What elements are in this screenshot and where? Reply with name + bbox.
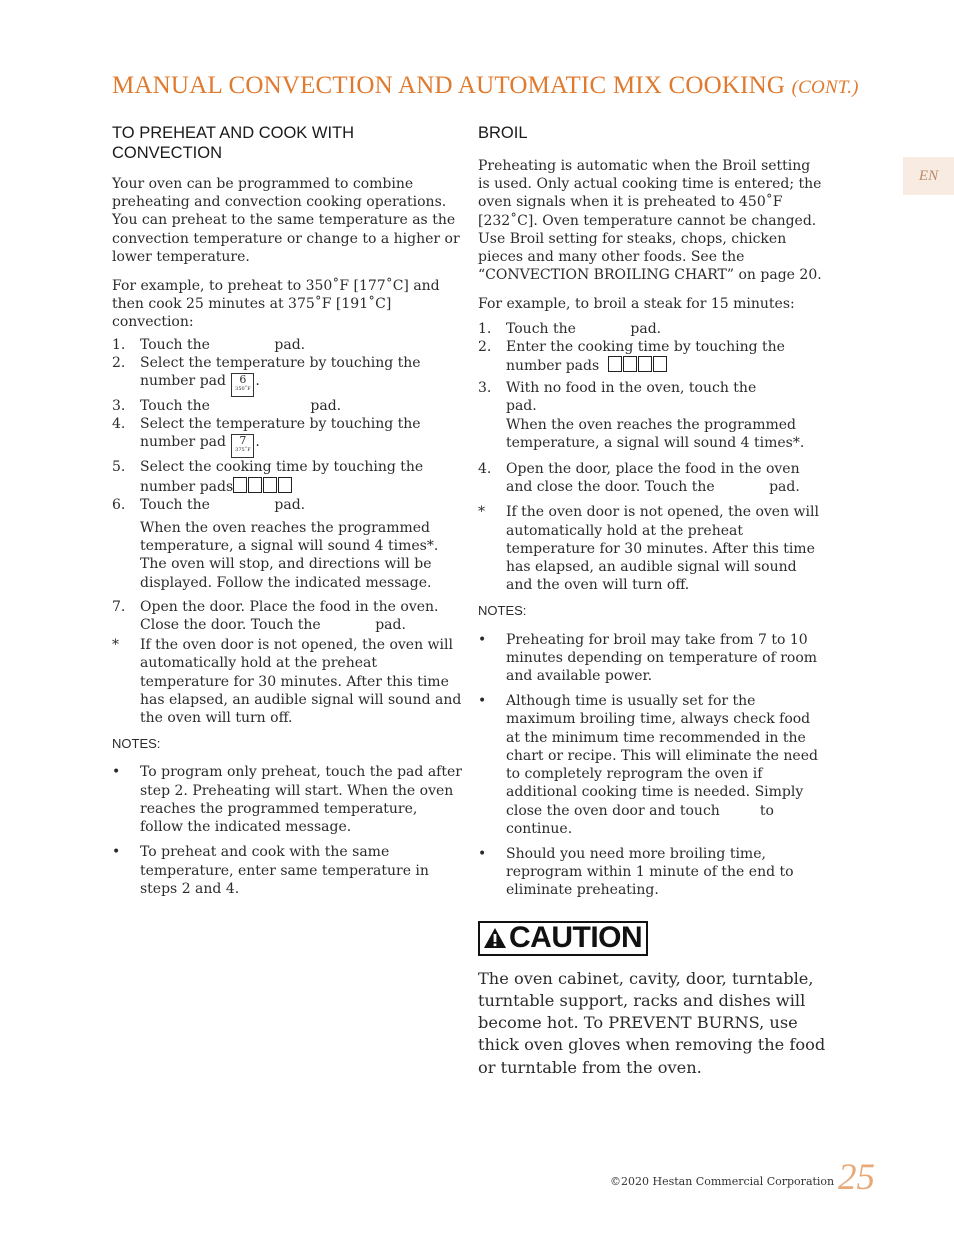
warning-icon xyxy=(483,926,507,950)
number-pads-icon xyxy=(608,358,668,374)
broil-steps-list xyxy=(478,320,826,497)
list-item: 3. With no food in the oven, touch the pad. When the oven reaches the programmed temperature, a signal will sound 4 times*. xyxy=(478,380,805,451)
number-pads-icon xyxy=(233,479,293,495)
caution-label: CAUTION xyxy=(478,921,648,956)
left-column xyxy=(112,123,462,905)
list-item: • To preheat and cook with the same temperature, enter same temperature in steps 2 and 4. xyxy=(112,844,429,897)
step-6-note: When the oven reaches the programmed temperature, a signal will sound 4 times*. The oven will stop, and directions will be displayed. Follow the indicated message. xyxy=(140,520,439,591)
list-item: 5. Select the cooking time by touching the number pads xyxy=(112,459,424,495)
notes-label: NOTES: xyxy=(112,736,161,752)
notes-list xyxy=(112,763,462,897)
notes-label: NOTES: xyxy=(478,603,527,619)
list-item: • Although time is usually set for the maximum broiling time, always check food at the minimum time recommended in the chart or recipe. This will eliminate the need to completely reprogram the oven if additional cooking time is needed. Simply close the oven door and touch to continue. xyxy=(478,693,818,837)
caution-text: The oven cabinet, cavity, door, turntable, turntable support, racks and dishes will become hot. To PREVENT BURNS, use thick oven gloves when removing the food or turntable from the oven. xyxy=(478,968,826,1077)
asterisk-note: * If the oven door is not opened, the oven will automatically hold at the preheat temperature for 30 minutes. After this time has elapsed, an audible signal will sound and the oven will turn off. xyxy=(478,504,819,594)
page-title-cont: (CONT.) xyxy=(791,77,859,98)
steps-list xyxy=(112,336,462,514)
page-title-main: MANUAL CONVECTION AND AUTOMATIC MIX COOKING xyxy=(112,72,786,99)
list-item: 1. Touch the pad. xyxy=(112,336,306,353)
list-item: 2. Enter the cooking time by touching the number pads xyxy=(478,338,785,375)
list-item: 7. Open the door. Place the food in the oven. Close the door. Touch the pad. xyxy=(112,598,439,634)
list-item: 1. Touch the pad. xyxy=(478,320,662,337)
right-column xyxy=(478,123,826,1079)
list-item: • Preheating for broil may take from 7 to 10 minutes depending on temperature of room and available power. xyxy=(478,631,818,685)
list-item: 4. Open the door, place the food in the oven and close the door. Touch the pad. xyxy=(478,461,800,496)
list-item: • To program only preheat, touch the pad after step 2. Preheating will start. When the oven reaches the programmed temperature, follow the indicated message. xyxy=(112,764,462,836)
list-item: 3. Touch the pad. xyxy=(112,398,342,415)
copyright-footer: ©2020 Hestan Commercial Corporation xyxy=(610,1175,835,1188)
list-item: 4. Select the temperature by touching the number pad 7 375˚F . xyxy=(112,415,462,458)
list-item: 6. Touch the pad. xyxy=(112,496,306,513)
page-number: 25 xyxy=(838,1157,875,1198)
list-item: • Should you need more broiling time, reprogram within 1 minute of the end to eliminate preheating. xyxy=(478,845,794,899)
number-pad-7-icon: 7 375˚F xyxy=(231,434,254,458)
broil-notes-list xyxy=(478,631,826,900)
broil-intro-paragraph: Preheating is automatic when the Broil setting is used. Only actual cooking time is entered; the oven signals when it is preheated to 450˚F [232˚C]. Oven temperature cannot be changed. Use Broil setting for steaks, chops, chicken pieces and many other foods. See the “CONVECTION BROILING CHART” on page 20. xyxy=(478,158,822,284)
broil-example-paragraph: For example, to broil a steak for 15 minutes: xyxy=(478,296,795,313)
page-title xyxy=(112,72,872,100)
section-heading-broil: BROIL xyxy=(478,124,528,142)
number-pad-6-icon: 6 350˚F xyxy=(231,373,254,397)
intro-paragraph: Your oven can be programmed to combine preheating and convection cooking operations. You can preheat to the same temperature as the convection temperature or change to a higher or lower temperature. xyxy=(112,176,460,265)
section-heading-preheat: TO PREHEAT AND COOK WITH CONVECTION xyxy=(112,124,355,162)
steps-list-cont xyxy=(112,598,462,634)
list-item: 2. Select the temperature by touching the number pad 6 350˚F . xyxy=(112,354,462,397)
asterisk-note: * If the oven door is not opened, the oven will automatically hold at the preheat temperature for 30 minutes. After this time has elapsed, an audible signal will sound and the oven will turn off. xyxy=(112,637,462,727)
language-tab: EN xyxy=(903,157,954,195)
example-paragraph: For example, to preheat to 350˚F [177˚C] and then cook 25 minutes at 375˚F [191˚C] convection: xyxy=(112,278,440,331)
